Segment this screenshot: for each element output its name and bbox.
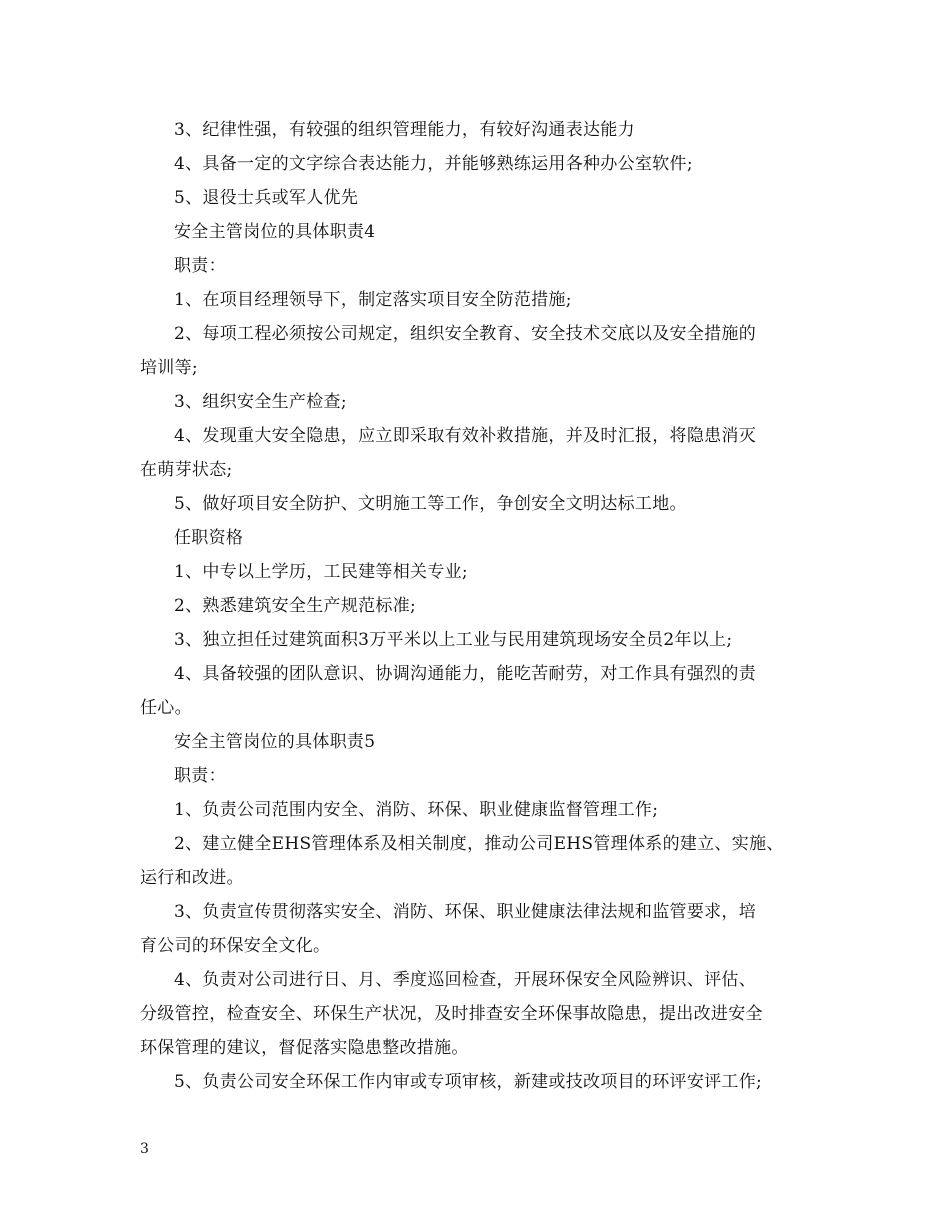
subheading: 职责：: [174, 256, 226, 276]
text-line: 1、中专以上学历，工民建等相关专业;: [174, 562, 468, 582]
text-line: 4、具备较强的团队意识、协调沟通能力，能吃苦耐劳，对工作具有强烈的责: [174, 664, 757, 684]
body-text: [140, 113, 830, 1099]
text-line: 3、负责宣传贯彻落实安全、消防、环保、职业健康法律法规和监管要求，培: [174, 902, 757, 922]
text-line: 2、熟悉建筑安全生产规范标准;: [174, 596, 417, 616]
text-line: 1、负责公司范围内安全、消防、环保、职业健康监督管理工作;: [174, 800, 659, 820]
text-line: 5、退役士兵或军人优先: [174, 188, 359, 208]
text-line: 4、发现重大安全隐患，应立即采取有效补救措施，并及时汇报，将隐患消灭: [174, 426, 757, 446]
text-line: 2、每项工程必须按公司规定，组织安全教育、安全技术交底以及安全措施的: [174, 324, 757, 344]
text-line: 在萌芽状态;: [140, 460, 233, 480]
text-line: 培训等;: [140, 358, 198, 378]
text-line: 4、具备一定的文字综合表达能力，并能够熟练运用各种办公室软件;: [174, 154, 693, 174]
section-heading: 安全主管岗位的具体职责5: [174, 732, 376, 752]
text-line: 3、独立担任过建筑面积3万平米以上工业与民用建筑现场安全员2年以上;: [174, 630, 733, 650]
text-line: 3、组织安全生产检查;: [174, 392, 347, 412]
text-line: 环保管理的建议，督促落实隐患整改措施。: [140, 1038, 469, 1058]
text-line: 4、负责对公司进行日、月、季度巡回检查，开展环保安全风险辨识、评估、: [174, 970, 757, 990]
text-line: 3、纪律性强，有较强的组织管理能力，有较好沟通表达能力: [174, 120, 635, 140]
text-line: 2、建立健全EHS管理体系及相关制度，推动公司EHS管理体系的建立、实施、: [174, 834, 784, 854]
subheading: 职责：: [174, 766, 226, 786]
page-number: 3: [140, 1141, 149, 1157]
text-line: 运行和改进。: [140, 868, 244, 888]
subheading: 任职资格: [174, 528, 244, 548]
text-line: 5、做好项目安全防护、文明施工等工作，争创安全文明达标工地。: [174, 494, 687, 514]
text-line: 任心。: [140, 698, 192, 718]
text-line: 5、负责公司安全环保工作内审或专项审核，新建或技改项目的环评安评工作;: [174, 1072, 763, 1092]
text-line: 育公司的环保安全文化。: [140, 936, 331, 956]
text-line: 1、在项目经理领导下，制定落实项目安全防范措施;: [174, 290, 572, 310]
text-line: 分级管控，检查安全、环保生产状况，及时排查安全环保事故隐患，提出改进安全: [140, 1004, 763, 1024]
section-heading: 安全主管岗位的具体职责4: [174, 222, 376, 242]
